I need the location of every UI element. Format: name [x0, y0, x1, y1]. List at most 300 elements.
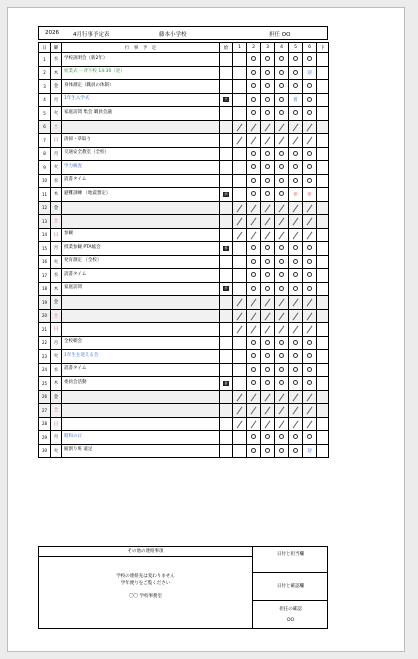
table-row [39, 255, 329, 269]
period-cell [261, 93, 275, 107]
period-cell [303, 323, 317, 337]
lunch-cell [220, 282, 233, 296]
period-cell [247, 147, 261, 161]
table-row [39, 282, 329, 296]
slash-mark [247, 310, 260, 323]
circle-mark [265, 245, 270, 250]
weekday-cell: 金 [51, 201, 62, 215]
slash-mark [261, 229, 274, 242]
circle-mark [265, 286, 270, 291]
period-cell [289, 444, 303, 458]
period-cell [247, 66, 261, 80]
column-header: 4 [275, 43, 289, 53]
circle-mark [279, 245, 284, 250]
circle-mark [251, 367, 256, 372]
circle-mark [265, 353, 270, 358]
table-row [39, 188, 329, 202]
period-cell [233, 377, 247, 391]
period-cell [317, 377, 329, 391]
table-row [39, 174, 329, 188]
circle-mark [251, 151, 256, 156]
event-cell: 読書タイム [62, 269, 220, 283]
table-row [39, 228, 329, 242]
period-cell [289, 242, 303, 256]
circle-mark [293, 380, 298, 385]
circle-mark [265, 434, 270, 439]
slash-mark [289, 121, 302, 134]
period-cell [303, 161, 317, 175]
period-cell [317, 120, 329, 134]
slash-mark [289, 202, 302, 215]
slash-mark [247, 121, 260, 134]
slash-mark [303, 202, 316, 215]
period-cell [289, 215, 303, 229]
column-header: 3 [261, 43, 275, 53]
circle-mark [293, 353, 298, 358]
period-cell [261, 390, 275, 404]
table-row [39, 431, 329, 445]
period-cell [247, 188, 261, 202]
circle-mark [279, 259, 284, 264]
period-cell [289, 404, 303, 418]
period-cell [261, 66, 275, 80]
table-row [39, 201, 329, 215]
day-cell: 28 [39, 417, 51, 431]
day-cell: 11 [39, 188, 51, 202]
period-cell [289, 66, 303, 80]
circle-mark [265, 70, 270, 75]
event-cell [62, 417, 220, 431]
event-cell [62, 323, 220, 337]
lunch-cell [220, 404, 233, 418]
period-cell [289, 363, 303, 377]
event-cell: 参観 [62, 228, 220, 242]
period-cell [233, 350, 247, 364]
lunch-cell [220, 66, 233, 80]
period-cell [233, 417, 247, 431]
day-cell: 3 [39, 80, 51, 94]
weekday-cell: 水 [51, 363, 62, 377]
day-cell: 24 [39, 363, 51, 377]
slash-mark [275, 202, 288, 215]
circle-mark [251, 434, 256, 439]
slash-mark [247, 323, 260, 336]
period-cell [303, 107, 317, 121]
event-badge: 訓 [224, 191, 228, 196]
column-header: 6 [303, 43, 317, 53]
event-cell: 縦割り班 遠足 [62, 444, 220, 458]
circle-mark [279, 164, 284, 169]
period-cell [275, 93, 289, 107]
period-cell [303, 350, 317, 364]
lunch-cell [220, 201, 233, 215]
school-name: 藤本小学校 [159, 32, 187, 38]
slash-mark [233, 121, 246, 134]
circle-mark [265, 110, 270, 115]
weekday-cell: 木 [51, 282, 62, 296]
lunch-cell [220, 336, 233, 350]
column-header: 下 [317, 43, 329, 53]
slash-mark [303, 310, 316, 323]
period-cell [261, 53, 275, 67]
period-cell [261, 174, 275, 188]
confirm-box-3-sub: OO [286, 618, 295, 623]
day-cell: 12 [39, 201, 51, 215]
event-cell: 読書タイム [62, 174, 220, 188]
period-cell [233, 255, 247, 269]
period-cell [289, 134, 303, 148]
event-cell [62, 309, 220, 323]
lunch-cell [220, 93, 233, 107]
period-cell [247, 269, 261, 283]
table-row [39, 147, 329, 161]
circle-mark [307, 83, 312, 88]
period-cell [247, 134, 261, 148]
period-cell [275, 80, 289, 94]
period-cell [317, 431, 329, 445]
slash-mark [261, 404, 274, 417]
period-cell [289, 107, 303, 121]
period-cell [275, 120, 289, 134]
period-cell [317, 255, 329, 269]
period-cell [275, 255, 289, 269]
lunch-cell [220, 390, 233, 404]
circle-mark [293, 151, 298, 156]
day-cell: 19 [39, 296, 51, 310]
event-badge: 訪 [224, 286, 228, 291]
slash-mark [289, 296, 302, 309]
period-cell [317, 390, 329, 404]
period-cell [275, 350, 289, 364]
period-cell [275, 269, 289, 283]
event-cell: 清掃・草取り [62, 134, 220, 148]
day-cell: 8 [39, 147, 51, 161]
lunch-cell [220, 174, 233, 188]
slash-mark [261, 391, 274, 404]
period-cell [275, 147, 289, 161]
day-cell: 22 [39, 336, 51, 350]
weekday-cell: 月 [51, 431, 62, 445]
slash-mark [275, 134, 288, 147]
period-cell [247, 255, 261, 269]
weekday-cell: 月 [51, 336, 62, 350]
lunch-cell [220, 444, 233, 458]
period-cell [317, 53, 329, 67]
slash-mark [233, 296, 246, 309]
circle-mark [307, 245, 312, 250]
table-row [39, 120, 329, 134]
period-cell [261, 80, 275, 94]
event-cell: 授業参観 PTA総会 [62, 242, 220, 256]
event-cell: 避難訓練 （地震想定） [62, 188, 220, 202]
table-row [39, 134, 329, 148]
weekday-cell: 火 [51, 161, 62, 175]
column-header: 5 [289, 43, 303, 53]
slash-mark [303, 418, 316, 431]
period-cell [317, 215, 329, 229]
period-cell [233, 309, 247, 323]
period-cell [261, 269, 275, 283]
circle-mark [251, 448, 256, 453]
day-cell: 26 [39, 390, 51, 404]
lunch-cell [220, 377, 233, 391]
period-cell [275, 215, 289, 229]
day-cell: 29 [39, 431, 51, 445]
period-cell [275, 296, 289, 310]
table-row [39, 336, 329, 350]
circle-mark [293, 286, 298, 291]
column-header: 給 [220, 43, 233, 53]
slash-mark [261, 121, 274, 134]
circle-mark [265, 367, 270, 372]
circle-mark [265, 272, 270, 277]
event-cell: 学力検査 [62, 161, 220, 175]
column-header: 曜 [51, 43, 62, 53]
class-label: 担任 OO [269, 32, 291, 38]
circle-mark [307, 286, 312, 291]
slash-mark [275, 310, 288, 323]
circle-mark [251, 259, 256, 264]
slash-mark [247, 215, 260, 228]
lunch-cell [220, 242, 233, 256]
circle-mark [265, 164, 270, 169]
event-badge: 参 [224, 245, 228, 250]
period-cell [247, 282, 261, 296]
period-cell [233, 161, 247, 175]
day-cell: 10 [39, 174, 51, 188]
period-cell [233, 323, 247, 337]
day-cell: 1 [39, 53, 51, 67]
event-cell [62, 296, 220, 310]
circle-mark [251, 70, 256, 75]
period-cell [275, 363, 289, 377]
day-cell: 30 [39, 444, 51, 458]
weekday-cell: 月 [51, 147, 62, 161]
period-cell [247, 390, 261, 404]
period-cell [261, 215, 275, 229]
event-cell [62, 215, 220, 229]
period-cell [303, 377, 317, 391]
period-cell [317, 228, 329, 242]
period-cell [261, 188, 275, 202]
special-mark: ◎ [293, 191, 298, 197]
period-cell [303, 174, 317, 188]
period-cell [247, 80, 261, 94]
weekday-cell: 水 [51, 53, 62, 67]
period-cell [317, 417, 329, 431]
weekday-cell: 日 [51, 228, 62, 242]
period-cell [261, 377, 275, 391]
period-cell [303, 404, 317, 418]
period-cell [303, 390, 317, 404]
period-cell [247, 363, 261, 377]
weekday-cell: 日 [51, 417, 62, 431]
table-row [39, 80, 329, 94]
circle-mark [307, 367, 312, 372]
period-cell [233, 188, 247, 202]
period-cell [289, 377, 303, 391]
period-cell [317, 66, 329, 80]
circle-mark [251, 110, 256, 115]
period-cell [233, 296, 247, 310]
period-cell [317, 296, 329, 310]
period-cell [275, 53, 289, 67]
slash-mark [275, 296, 288, 309]
period-cell [317, 174, 329, 188]
day-cell: 4 [39, 93, 51, 107]
period-cell [247, 201, 261, 215]
period-cell [261, 296, 275, 310]
period-cell [261, 161, 275, 175]
period-cell [261, 431, 275, 445]
notes-box [38, 546, 253, 629]
slash-mark [275, 404, 288, 417]
table-row [39, 323, 329, 337]
table-row [39, 161, 329, 175]
period-cell [317, 323, 329, 337]
lunch-cell [220, 107, 233, 121]
table-body [39, 53, 329, 458]
table-row [39, 66, 329, 80]
circle-mark [251, 178, 256, 183]
period-cell [303, 363, 317, 377]
slash-mark [303, 323, 316, 336]
period-cell [233, 201, 247, 215]
day-cell: 20 [39, 309, 51, 323]
period-cell [247, 377, 261, 391]
period-cell [247, 242, 261, 256]
slash-mark [303, 121, 316, 134]
period-cell [317, 147, 329, 161]
lunch-cell [220, 296, 233, 310]
table-row [39, 444, 329, 458]
period-cell [317, 134, 329, 148]
lunch-cell [220, 161, 233, 175]
period-cell [289, 188, 303, 202]
period-cell [233, 80, 247, 94]
period-cell [289, 282, 303, 296]
period-cell [233, 147, 247, 161]
event-cell: 家庭訪問 [62, 282, 220, 296]
circle-mark [279, 380, 284, 385]
period-cell [247, 404, 261, 418]
circle-mark [307, 56, 312, 61]
slash-mark [289, 404, 302, 417]
circle-mark [307, 151, 312, 156]
period-cell [289, 336, 303, 350]
slash-mark [289, 310, 302, 323]
slash-mark [247, 391, 260, 404]
event-cell [62, 201, 220, 215]
table-row [39, 93, 329, 107]
circle-mark [279, 151, 284, 156]
slash-mark [261, 310, 274, 323]
period-cell [303, 255, 317, 269]
slash-mark [303, 404, 316, 417]
period-cell [247, 120, 261, 134]
day-cell: 14 [39, 228, 51, 242]
slash-mark [275, 121, 288, 134]
lunch-cell [220, 269, 233, 283]
period-cell [317, 80, 329, 94]
circle-mark [279, 434, 284, 439]
period-cell [261, 228, 275, 242]
period-cell [233, 390, 247, 404]
circle-mark [265, 191, 270, 196]
circle-mark [293, 70, 298, 75]
weekday-cell: 水 [51, 269, 62, 283]
slash-mark [289, 215, 302, 228]
circle-mark [293, 178, 298, 183]
period-cell [275, 431, 289, 445]
slash-mark [233, 134, 246, 147]
day-cell: 13 [39, 215, 51, 229]
lunch-cell [220, 215, 233, 229]
period-cell [233, 242, 247, 256]
period-cell [275, 161, 289, 175]
slash-mark [289, 323, 302, 336]
period-cell [303, 228, 317, 242]
period-cell [233, 107, 247, 121]
period-cell [261, 134, 275, 148]
circle-mark [307, 178, 312, 183]
period-cell [289, 174, 303, 188]
period-cell [317, 242, 329, 256]
period-cell [289, 323, 303, 337]
event-badge: 式 [224, 97, 228, 102]
circle-mark [307, 259, 312, 264]
slash-mark [261, 296, 274, 309]
weekday-cell: 木 [51, 66, 62, 80]
notes-line-2: 学年便りをご覧ください [120, 581, 171, 586]
slash-mark [247, 296, 260, 309]
column-header: 行 事 予 定 [62, 43, 220, 53]
table-row [39, 309, 329, 323]
slash-mark [233, 215, 246, 228]
period-cell [261, 120, 275, 134]
event-cell: 全校朝会 [62, 336, 220, 350]
slash-mark [275, 229, 288, 242]
period-cell [289, 417, 303, 431]
circle-mark [265, 151, 270, 156]
circle-mark [279, 178, 284, 183]
circle-mark [251, 245, 256, 250]
circle-mark [279, 353, 284, 358]
table-row [39, 269, 329, 283]
period-cell [233, 444, 247, 458]
circle-mark [251, 353, 256, 358]
slash-mark [275, 215, 288, 228]
lunch-cell [220, 255, 233, 269]
circle-mark [251, 164, 256, 169]
period-cell [247, 296, 261, 310]
period-cell [303, 431, 317, 445]
period-cell [303, 80, 317, 94]
period-cell [261, 147, 275, 161]
slash-mark [275, 418, 288, 431]
period-cell [275, 336, 289, 350]
notes-title: その他の連絡事項 [39, 547, 252, 557]
period-cell [275, 390, 289, 404]
table-row [39, 53, 329, 67]
period-cell [275, 309, 289, 323]
circle-mark [307, 340, 312, 345]
circle-mark [293, 434, 298, 439]
period-cell [261, 201, 275, 215]
confirmation-boxes [253, 546, 328, 629]
period-cell [233, 66, 247, 80]
circle-mark [293, 340, 298, 345]
